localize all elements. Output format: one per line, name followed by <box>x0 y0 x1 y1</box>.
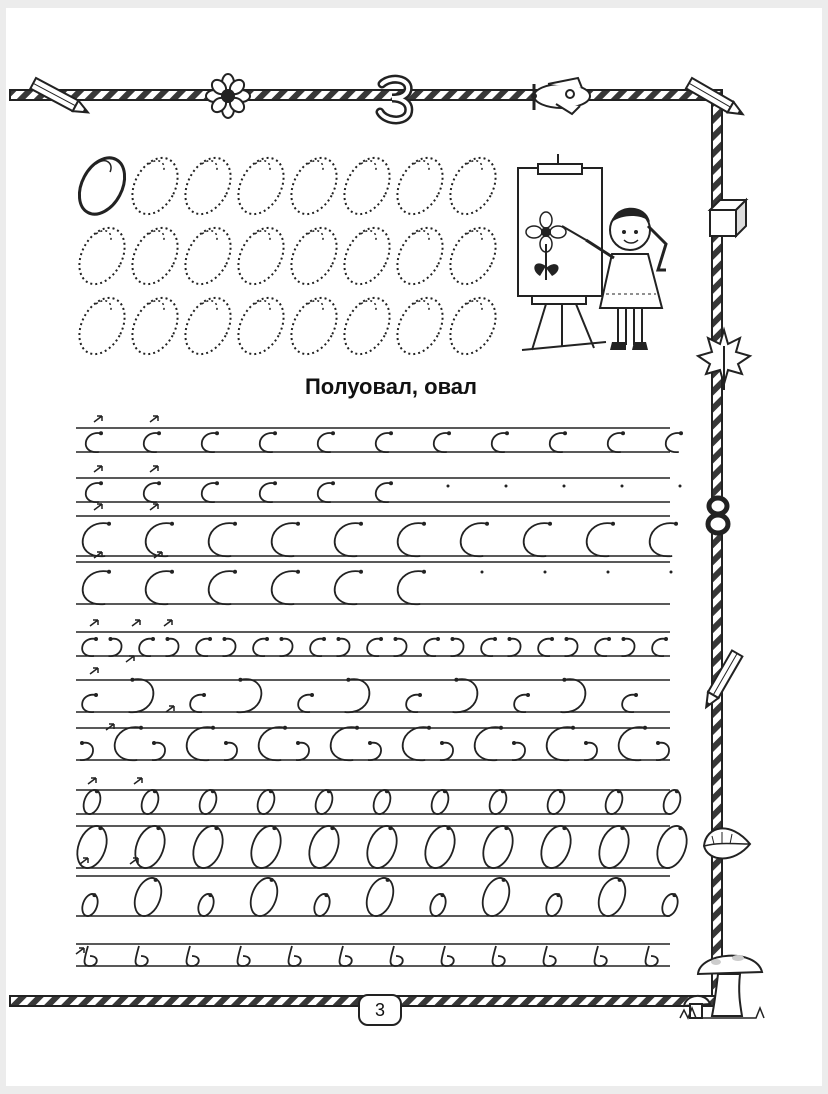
half-oval-stroke <box>253 637 269 656</box>
dashed-oval-trace <box>229 290 292 362</box>
reverse-half-oval-stroke <box>296 741 309 760</box>
direction-arrow <box>106 724 114 730</box>
solid-oval-sample <box>70 150 133 222</box>
oval-stroke <box>487 788 510 817</box>
half-oval-stroke <box>376 481 393 502</box>
oval-stroke <box>362 874 398 919</box>
reverse-half-oval-stroke <box>223 637 236 656</box>
dashed-oval-trace <box>123 150 186 222</box>
half-oval-stroke <box>331 726 359 761</box>
oval-stroke <box>130 822 170 872</box>
oval-stroke <box>427 892 448 918</box>
direction-arrow <box>150 504 158 510</box>
frame-top-border <box>10 90 720 100</box>
letter-b-stroke <box>238 946 250 966</box>
letter-b-stroke <box>442 946 454 966</box>
reverse-half-oval-stroke <box>622 637 635 656</box>
reverse-half-oval-stroke <box>129 678 154 713</box>
page-title: Полуовал, овал <box>304 374 478 399</box>
direction-arrow <box>150 466 158 472</box>
dashed-oval-trace <box>388 290 451 362</box>
half-oval-stroke <box>475 726 503 761</box>
airplane-icon <box>531 78 590 114</box>
placeholder-dot <box>481 571 484 574</box>
dashed-oval-trace <box>176 150 239 222</box>
reverse-half-oval-stroke <box>368 741 381 760</box>
half-oval-stroke <box>622 693 638 712</box>
half-oval-stroke <box>86 481 103 502</box>
half-oval-stroke <box>376 431 393 452</box>
oval-stroke <box>543 892 564 918</box>
letter-b-stroke <box>595 946 607 966</box>
reverse-half-oval-stroke <box>224 741 237 760</box>
half-oval-stroke <box>619 726 647 761</box>
direction-arrow <box>94 504 102 510</box>
half-oval-stroke <box>83 522 111 557</box>
flower-icon <box>206 74 250 118</box>
oval-stroke <box>255 788 278 817</box>
oval-stroke <box>188 822 228 872</box>
direction-arrow <box>94 416 102 422</box>
oval-stroke <box>659 892 680 918</box>
oval-stroke <box>594 822 634 872</box>
reverse-half-oval-stroke <box>80 741 93 760</box>
half-oval-stroke <box>608 431 625 452</box>
oval-stroke <box>311 892 332 918</box>
half-oval-stroke <box>492 431 509 452</box>
half-oval-stroke <box>82 637 98 656</box>
placeholder-dot <box>544 571 547 574</box>
oval-stroke <box>420 822 460 872</box>
placeholder-dot <box>563 485 566 488</box>
reverse-half-oval-stroke <box>280 637 293 656</box>
half-oval-stroke <box>187 726 215 761</box>
letter-b-stroke <box>493 946 505 966</box>
half-oval-stroke <box>272 522 300 557</box>
half-oval-stroke <box>318 481 335 502</box>
letter-b-stroke <box>187 946 199 966</box>
half-oval-stroke <box>209 522 237 557</box>
direction-arrow <box>88 778 96 784</box>
oval-stroke <box>362 822 402 872</box>
half-oval-stroke <box>547 726 575 761</box>
dashed-oval-trace <box>282 290 345 362</box>
half-oval-stroke <box>190 693 206 712</box>
girl-painting-illustration <box>518 154 666 350</box>
reverse-half-oval-stroke <box>508 637 521 656</box>
half-oval-stroke <box>595 637 611 656</box>
half-oval-stroke <box>318 431 335 452</box>
dashed-oval-trace <box>123 220 186 292</box>
dashed-oval-trace <box>282 150 345 222</box>
oval-stroke <box>246 822 286 872</box>
letter-b-stroke <box>544 946 556 966</box>
half-oval-stroke <box>298 693 314 712</box>
placeholder-dot <box>447 485 450 488</box>
reverse-half-oval-stroke <box>440 741 453 760</box>
dashed-oval-trace <box>441 150 504 222</box>
direction-arrow <box>94 466 102 472</box>
half-oval-stroke <box>666 431 683 452</box>
dashed-oval-trace <box>70 290 133 362</box>
half-oval-stroke <box>146 522 174 557</box>
direction-arrow <box>132 620 140 626</box>
half-oval-stroke <box>115 726 143 761</box>
oval-stroke <box>304 822 344 872</box>
oval-stroke <box>246 874 282 919</box>
reverse-half-oval-stroke <box>451 637 464 656</box>
half-oval-stroke <box>144 431 161 452</box>
half-oval-stroke <box>514 693 530 712</box>
dashed-oval-trace <box>282 220 345 292</box>
half-oval-stroke <box>367 637 383 656</box>
reverse-half-oval-stroke <box>345 678 370 713</box>
reverse-half-oval-stroke <box>337 637 350 656</box>
oval-tracing-grid <box>70 150 504 362</box>
maple-leaf-icon <box>698 330 750 390</box>
dashed-oval-trace <box>335 290 398 362</box>
dashed-oval-trace <box>176 290 239 362</box>
reverse-half-oval-stroke <box>561 678 586 713</box>
dashed-oval-trace <box>335 150 398 222</box>
reverse-half-oval-stroke <box>166 637 179 656</box>
cube-icon <box>710 200 746 236</box>
oval-stroke <box>81 788 104 817</box>
letter-b-stroke <box>136 946 148 966</box>
direction-arrow <box>164 620 172 626</box>
letter-b-stroke <box>289 946 301 966</box>
half-oval-stroke <box>260 431 277 452</box>
half-oval-stroke <box>196 637 212 656</box>
half-oval-stroke <box>406 693 422 712</box>
reverse-half-oval-stroke <box>394 637 407 656</box>
oval-stroke <box>72 822 112 872</box>
half-oval-stroke <box>209 570 237 605</box>
dashed-oval-trace <box>441 290 504 362</box>
oval-stroke <box>313 788 336 817</box>
worksheet-page <box>6 8 822 1086</box>
oval-stroke <box>545 788 568 817</box>
oval-stroke <box>478 822 518 872</box>
reverse-half-oval-stroke <box>565 637 578 656</box>
reverse-half-oval-stroke <box>656 741 669 760</box>
oval-stroke <box>195 892 216 918</box>
half-oval-stroke <box>259 726 287 761</box>
half-oval-stroke <box>82 693 98 712</box>
letter-b-stroke <box>646 946 658 966</box>
placeholder-dot <box>670 571 673 574</box>
dashed-oval-trace <box>229 150 292 222</box>
placeholder-dot <box>505 485 508 488</box>
oval-stroke <box>661 788 684 817</box>
oval-stroke <box>652 822 692 872</box>
oval-stroke <box>478 874 514 919</box>
dashed-oval-trace <box>123 290 186 362</box>
placeholder-dot <box>679 485 682 488</box>
placeholder-dot <box>607 571 610 574</box>
reverse-half-oval-stroke <box>584 741 597 760</box>
oval-stroke <box>594 874 630 919</box>
direction-arrow <box>90 668 98 674</box>
half-oval-stroke <box>86 431 103 452</box>
half-oval-stroke <box>335 570 363 605</box>
leaf-icon <box>704 828 750 858</box>
direction-arrow <box>126 656 134 662</box>
oval-stroke <box>130 874 166 919</box>
dashed-oval-trace <box>229 220 292 292</box>
half-oval-stroke <box>335 522 363 557</box>
dashed-oval-trace <box>441 220 504 292</box>
half-oval-stroke <box>587 522 615 557</box>
half-oval-stroke <box>461 522 489 557</box>
direction-arrow <box>150 416 158 422</box>
direction-arrow <box>166 706 174 712</box>
half-oval-stroke <box>398 570 426 605</box>
half-oval-stroke <box>424 637 440 656</box>
oval-stroke <box>79 892 100 918</box>
dashed-oval-trace <box>388 220 451 292</box>
digit-eight-icon <box>708 498 728 533</box>
half-oval-stroke <box>272 570 300 605</box>
half-oval-stroke <box>538 637 554 656</box>
oval-stroke <box>371 788 394 817</box>
half-oval-stroke <box>403 726 431 761</box>
dashed-oval-trace <box>176 220 239 292</box>
direction-arrow <box>76 948 84 954</box>
oval-stroke <box>603 788 626 817</box>
dashed-oval-trace <box>335 220 398 292</box>
half-oval-stroke <box>260 481 277 502</box>
half-oval-stroke <box>524 522 552 557</box>
half-oval-stroke <box>652 637 668 656</box>
reverse-half-oval-stroke <box>237 678 262 713</box>
reverse-half-oval-stroke <box>152 741 165 760</box>
mushroom-icon <box>680 955 764 1018</box>
half-oval-stroke <box>139 637 155 656</box>
oval-stroke <box>429 788 452 817</box>
reverse-half-oval-stroke <box>453 678 478 713</box>
direction-arrow <box>134 778 142 784</box>
oval-stroke <box>139 788 162 817</box>
direction-arrow <box>80 858 88 864</box>
half-oval-stroke <box>434 431 451 452</box>
half-oval-stroke <box>144 481 161 502</box>
worksheet-drawing <box>6 8 822 1086</box>
oval-stroke <box>197 788 220 817</box>
placeholder-dot <box>621 485 624 488</box>
half-oval-stroke <box>202 431 219 452</box>
half-oval-stroke <box>146 570 174 605</box>
half-oval-stroke <box>481 637 497 656</box>
page-number: 3 <box>358 994 402 1026</box>
dashed-oval-trace <box>388 150 451 222</box>
letter-b-stroke <box>391 946 403 966</box>
half-oval-stroke <box>550 431 567 452</box>
oval-stroke <box>536 822 576 872</box>
half-oval-stroke <box>202 481 219 502</box>
reverse-half-oval-stroke <box>512 741 525 760</box>
direction-arrow <box>90 620 98 626</box>
half-oval-stroke <box>398 522 426 557</box>
half-oval-stroke <box>83 570 111 605</box>
half-oval-stroke <box>650 522 678 557</box>
letter-b-stroke <box>85 946 97 966</box>
handwriting-practice-rows <box>72 416 692 966</box>
dashed-oval-trace <box>70 220 133 292</box>
reverse-half-oval-stroke <box>109 637 122 656</box>
half-oval-stroke <box>310 637 326 656</box>
letter-b-stroke <box>340 946 352 966</box>
